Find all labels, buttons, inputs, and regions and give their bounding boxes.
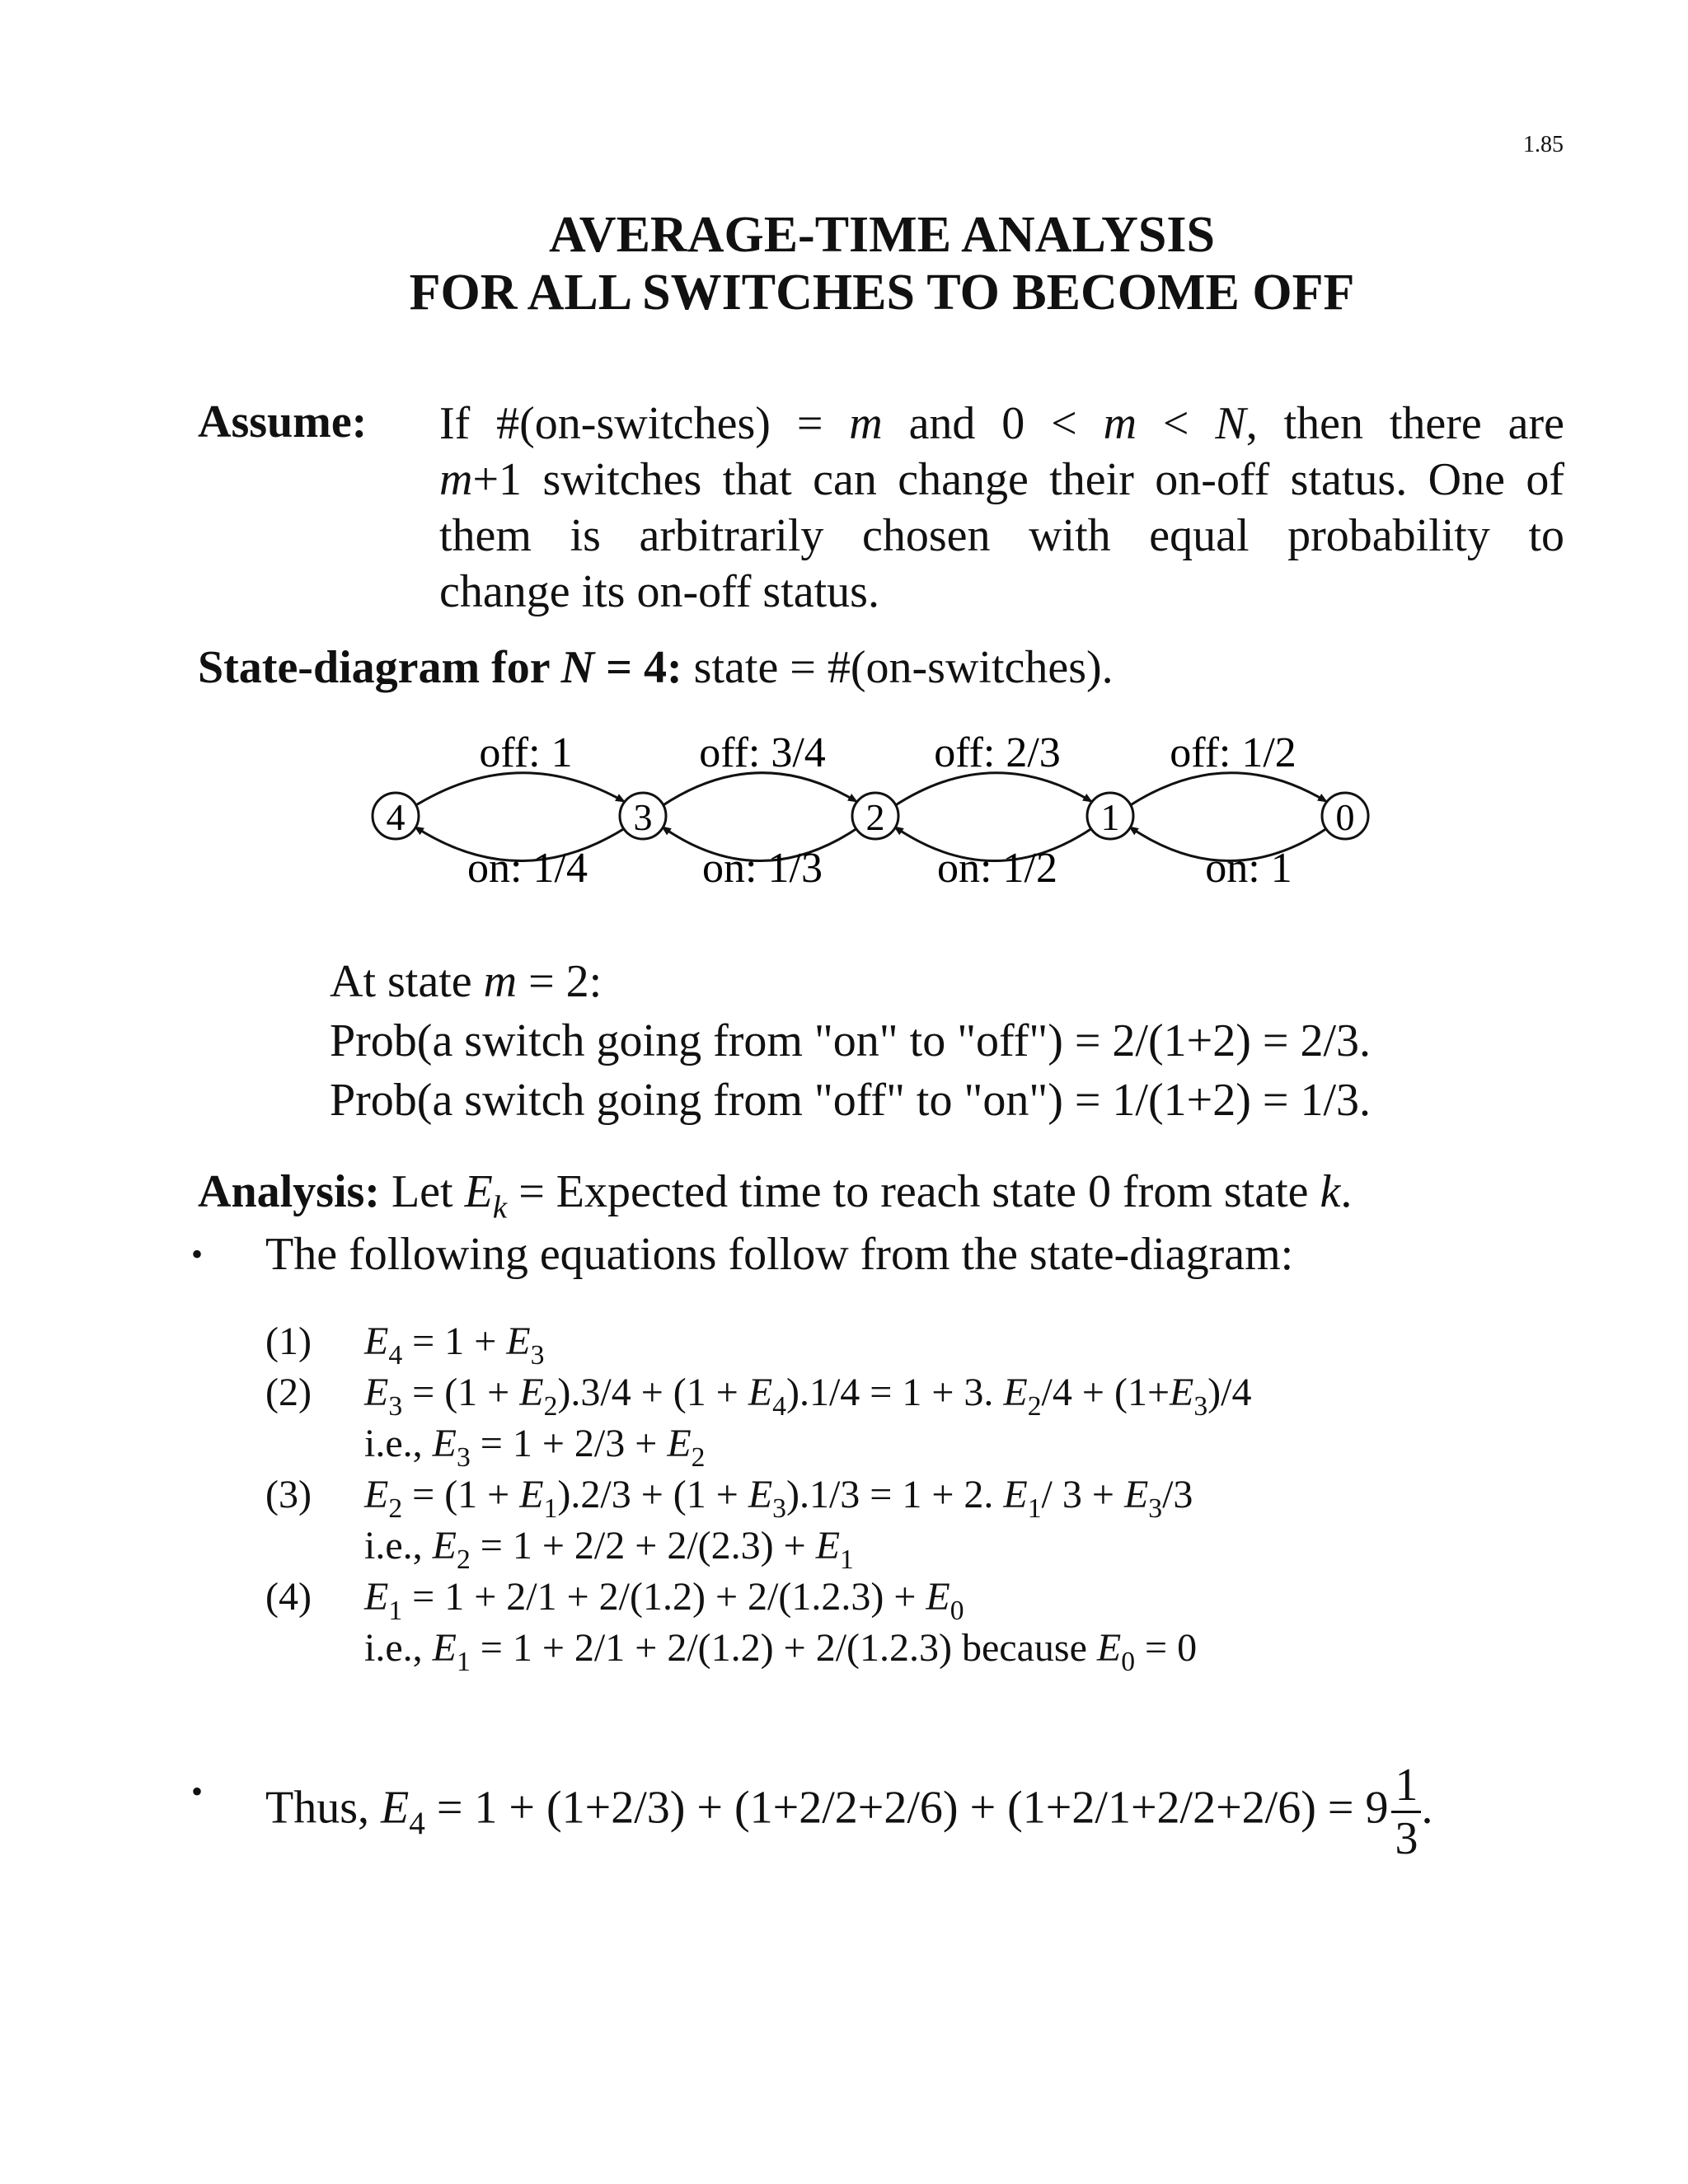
on-label-1-2: on: 1/2 (937, 845, 1057, 892)
on-label-3-4: on: 1/4 (467, 845, 588, 892)
off-arrow-2-1 (894, 773, 1092, 806)
svg-text:1: 1 (1100, 796, 1120, 838)
assume-label: Assume: (198, 396, 368, 448)
eq-2: $E_3 = (1 + E_2).3/4 + (1 + E_4).1/4 = 1 + 3$. $E_2/4 + (1+E_3)/4$ (364, 1371, 1252, 1422)
eq-2-ie: i.e., $E_3 = 1 + 2/3 + E_2$ (364, 1422, 706, 1473)
page-title-line1: AVERAGE-TIME ANALYSIS (549, 207, 1215, 263)
eq-3-ie: i.e., $E_2 = 1 + 2/2 + 2/(2.3) + E_1$ (364, 1524, 854, 1575)
on-label-2-3: on: 1/3 (702, 845, 823, 892)
assume-line-2: m+1 switches that can change their on-off status. One of (439, 454, 1564, 505)
off-label-1-0: off: 1/2 (1170, 729, 1296, 776)
state-node-2 (852, 793, 898, 839)
svg-text:2: 2 (865, 796, 885, 838)
eq-3: $E_2 = (1 + E_1).2/3 + (1 + E_3).1/3 = 1 + 2$. $E_1/$ $3 + E_3/3$ (364, 1473, 1193, 1524)
eq-1: $E_4 = 1 + E_3$ (364, 1319, 545, 1371)
state-node-3 (620, 793, 666, 839)
state-m2-line2: Prob(a switch going from "on" to "off") = 2/(1+2) = 2/3. (330, 1015, 1372, 1066)
eq-number-1: (1) (265, 1319, 312, 1363)
analysis-line: Analysis: Let $E_k$ = Expected time to reach state 0 from state k. (198, 1166, 1353, 1226)
assume-paragraph (439, 396, 1564, 620)
page-number: 1.85 (1523, 132, 1564, 157)
svg-text:3: 3 (633, 796, 653, 838)
bullet-2-symbol: • (191, 1773, 204, 1810)
off-label-2-1: off: 2/3 (934, 729, 1061, 776)
eq-4: $E_1 = 1 + 2/1 + 2/(1.2) + 2/(1.2.3) + E_0$ (364, 1575, 964, 1626)
assume-line-4: change its on-off status. (439, 566, 879, 617)
assume-line-1: If #(on-switches) = m and 0 < m < N, then there are (439, 398, 1564, 449)
svg-text:0: 0 (1335, 796, 1355, 838)
eq-number-2: (2) (265, 1371, 312, 1414)
on-label-0-1: on: 1 (1205, 845, 1292, 892)
off-label-4-3: off: 1 (479, 729, 573, 776)
bullet-1-symbol: • (191, 1235, 204, 1272)
state-diagram (363, 725, 1434, 915)
off-arrow-1-0 (1129, 773, 1327, 806)
bullet-1-text: The following equations follow from the state-diagram: (265, 1229, 1294, 1280)
off-arrow-4-3 (415, 773, 625, 806)
state-m2-line3: Prob(a switch going from "off" to "on") = 1/(1+2) = 1/3. (330, 1075, 1372, 1126)
state-m2-block (330, 952, 1371, 1130)
state-diagram-heading: State-diagram for N = 4: state = #(on-switches). (198, 642, 1114, 693)
thus-line: Thus, $E_4 = 1 + (1+2/3) + (1+2/2+2/6) + (1+2/1+2/2+2/6) = 9$ $\frac{1}{3}$ . (265, 1760, 1433, 1864)
page-title-line2: FOR ALL SWITCHES TO BECOME OFF (409, 265, 1355, 321)
state-node-4 (373, 793, 419, 839)
state-node-1 (1087, 793, 1133, 839)
eq-4-ie: i.e., $E_1 = 1 + 2/1 + 2/(1.2) + 2/(1.2.3)$ because $E_0 = 0$ (364, 1626, 1198, 1677)
state-node-0 (1322, 793, 1368, 839)
state-m2-line1: At state m = 2: (330, 956, 603, 1007)
svg-text:4: 4 (386, 796, 406, 838)
off-arrow-3-2 (662, 773, 857, 806)
fraction-one-third: $\frac{1}{3}$ (1391, 1760, 1421, 1864)
eq-number-4: (4) (265, 1575, 312, 1619)
off-label-3-2: off: 3/4 (699, 729, 826, 776)
assume-line-3: them is arbitrarily chosen with equal probability to (439, 510, 1564, 561)
eq-number-3: (3) (265, 1473, 312, 1516)
